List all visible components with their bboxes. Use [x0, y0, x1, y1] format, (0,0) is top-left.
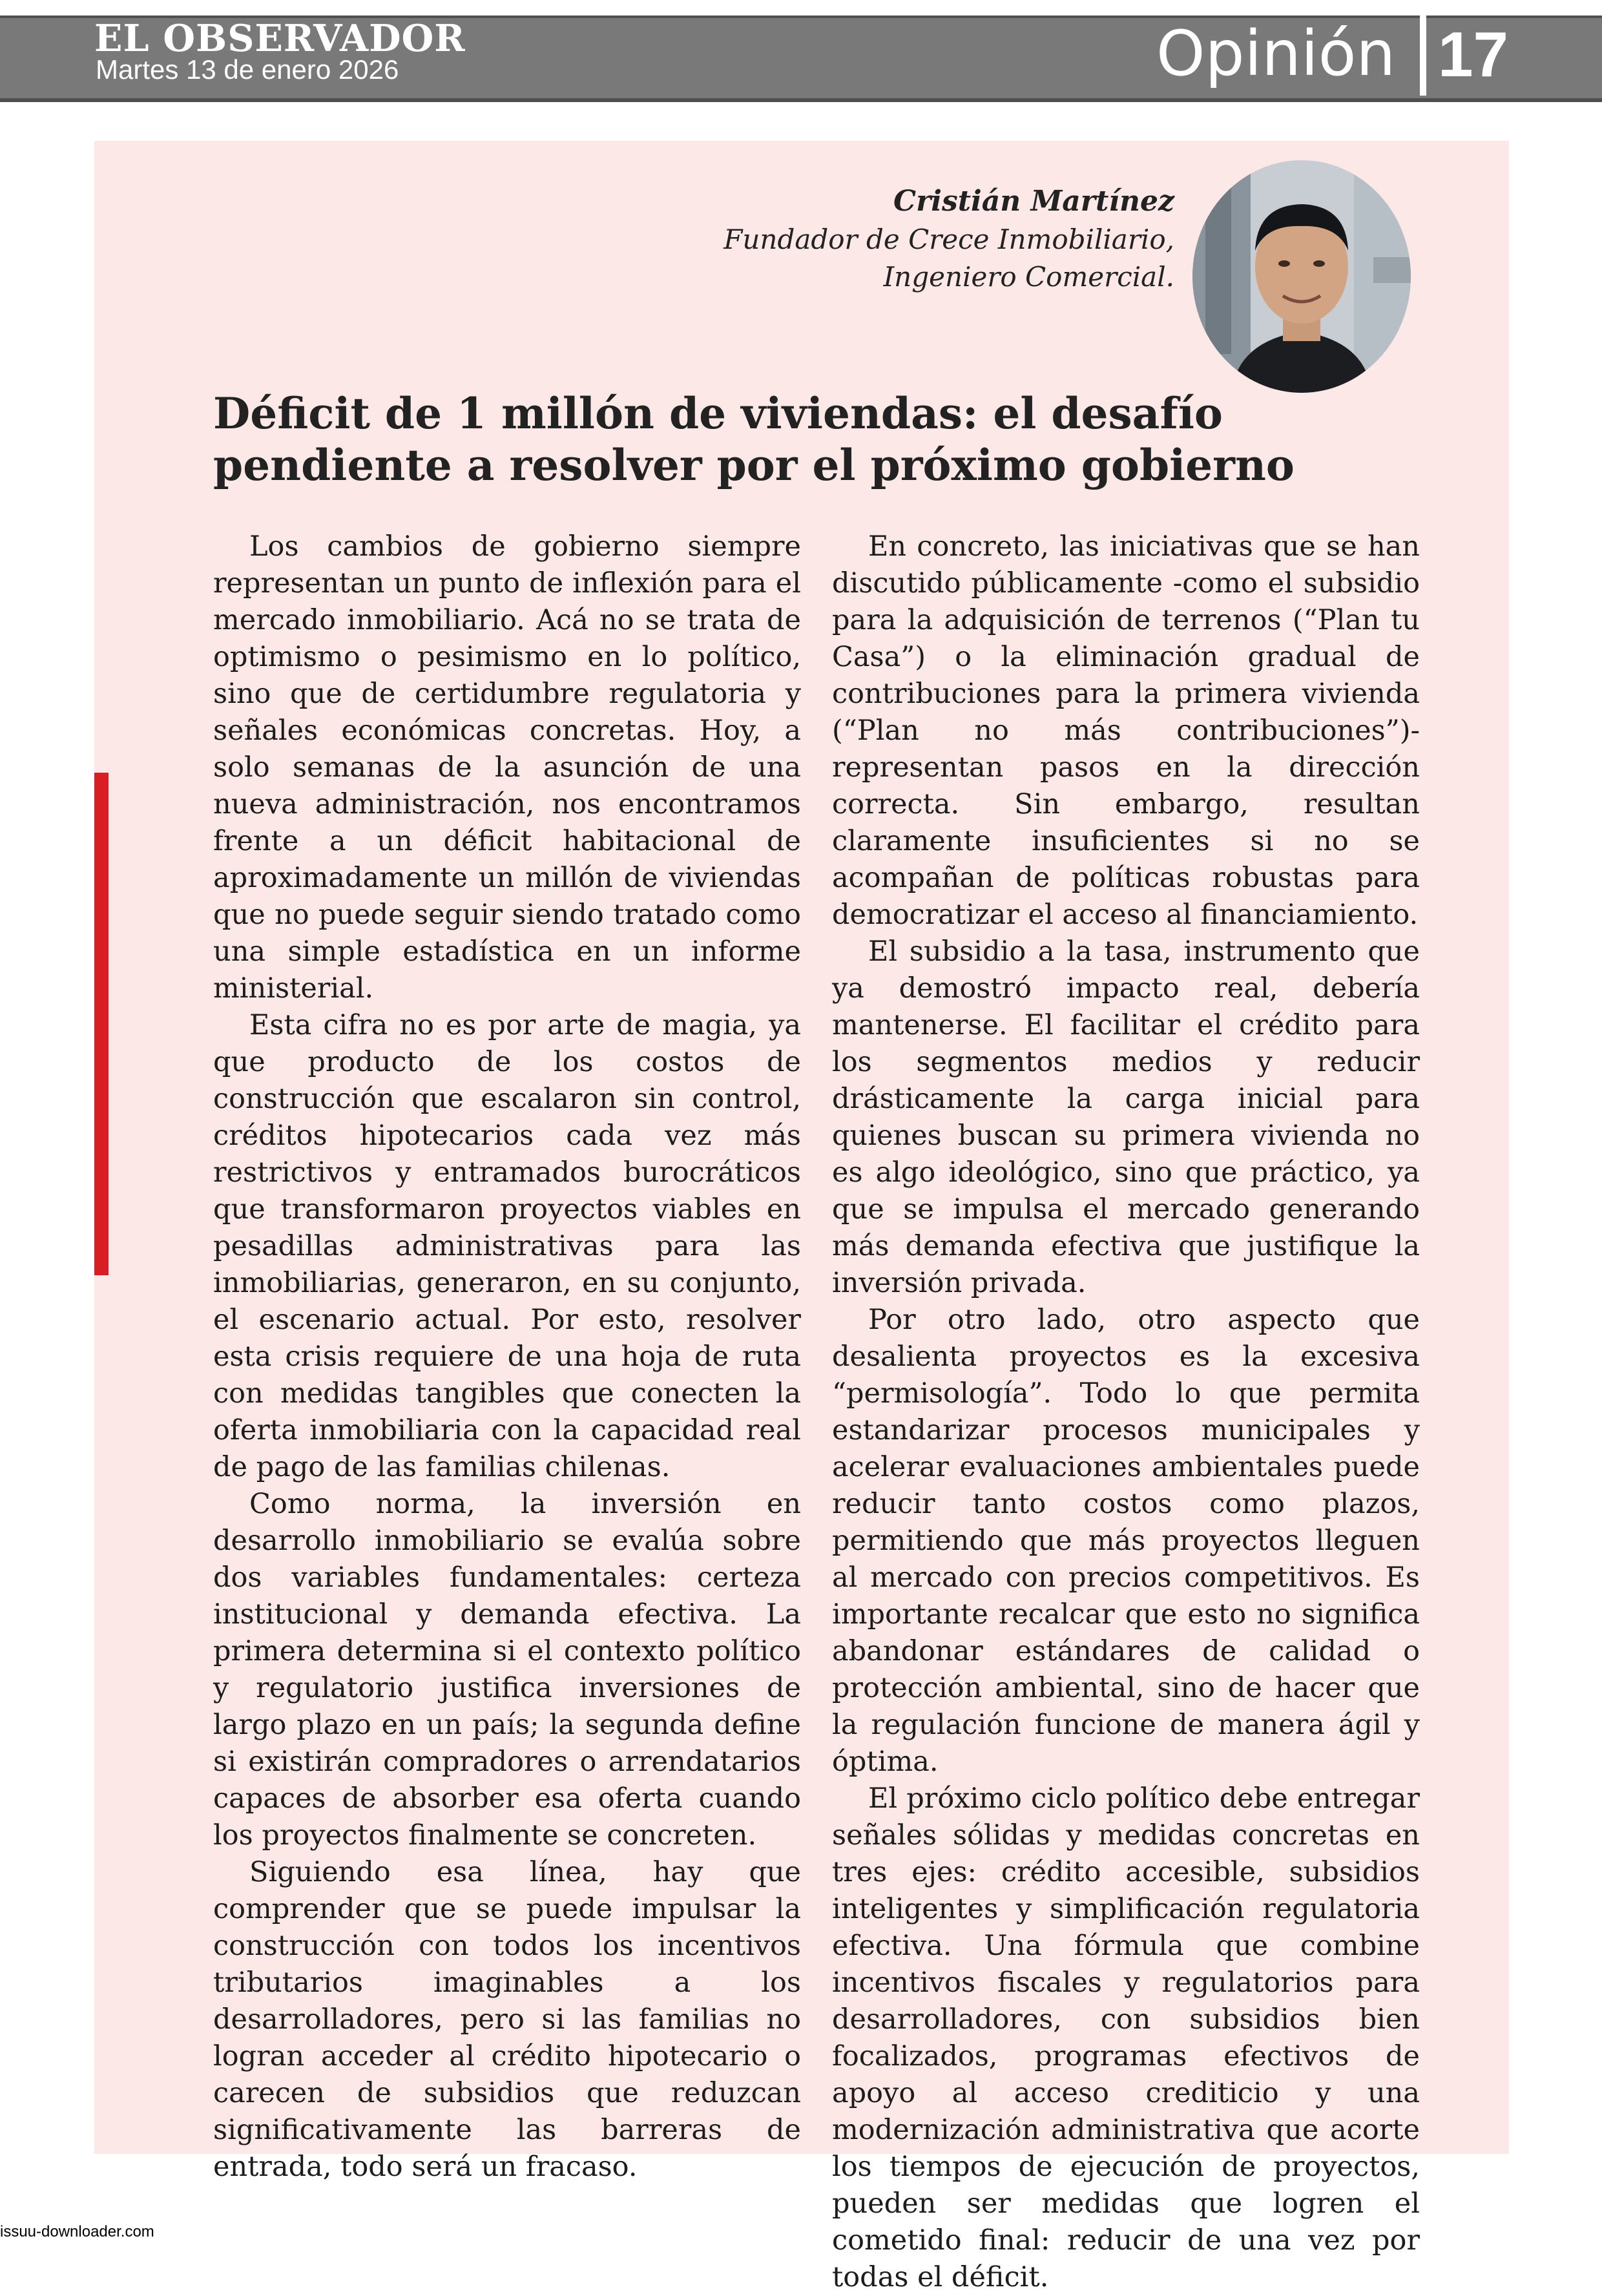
paragraph: Siguiendo esa línea, hay que comprender que se puede impulsar la construcción con todos los incentivos tributarios imaginables a los desarrolladores, pero si las familias no logran acceder al crédito hipotecario o carecen de subsidios que reduzcan significativamente las barreras de entrada, todo será un fracaso.: [213, 1856, 801, 2183]
author-name: Cristián Martínez: [893, 185, 1174, 218]
paragraph: Como norma, la inversión en desarrollo inmobiliario se evalúa sobre dos variables fundamentales: certeza institucional y demanda efectiva. La primera determina si el contexto político y regulatorio justifica inversiones de largo plazo en un país; la segunda define si existirán compradores o arrendatarios capaces de absorber esa oferta cuando los proyectos finalmente se concreten.: [213, 1488, 801, 1852]
paragraph: El próximo ciclo político debe entregar señales sólidas y medidas concretas en tres ejes: crédito accesible, subsidios inteligentes y simplificación regulatoria efectiva. Una fórmula que combine incentivos fiscales y regulatorios para desarrolladores, con subsidios bien focalizados, programas efectivos de apoyo al acceso crediticio y una modernización administrativa que acorte los tiempos de ejecución de proyectos, pueden ser medidas que logren el cometido final: reducir de una vez por todas el déficit.: [832, 1782, 1420, 2293]
author-photo: [1192, 160, 1411, 393]
headline-line-2: pendiente a resolver por el próximo gobierno: [213, 440, 1295, 490]
section-label: Opinión: [1156, 17, 1396, 90]
newspaper-name: EL OBSERVADOR: [94, 17, 466, 60]
paragraph: El subsidio a la tasa, instrumento que ya demostró impacto real, debería mantenerse. El facilitar el crédito para los segmentos medios y reducir drásticamente la carga inicial para quienes buscan su primera vivienda no es algo ideológico, sino que práctico, ya que se impulsa el mercado generando más demanda efectiva que justifique la inversión privada.: [832, 935, 1420, 1299]
paragraph: Los cambios de gobierno siempre representan un punto de inflexión para el mercado inmobiliario. Acá no se trata de optimismo o pesimismo en lo político, sino que de certidumbre regulatoria y señales económicas concretas. Hoy, a solo semanas de la asunción de una nueva administración, nos encontramos frente a un déficit habitacional de aproximadamente un millón de viviendas que no puede seguir siendo tratado como una simple estadística en un informe ministerial.: [213, 530, 801, 1005]
headline-line-1: Déficit de 1 millón de viviendas: el desafío: [213, 388, 1223, 439]
article-headline: [213, 388, 1311, 491]
header-divider: [1420, 16, 1426, 96]
issue-date: Martes 13 de enero 2026: [96, 54, 399, 85]
author-role-line1: Fundador de Crece Inmobiliario,: [723, 224, 1174, 255]
paragraph: Por otro lado, otro aspecto que desalienta proyectos es la excesiva “permisología”. Todo lo que permita estandarizar procesos municipales y acelerar evaluaciones ambientales puede reducir tanto costos como plazos, permitiendo que más proyectos lleguen al mercado con precios competitivos. Es importante recalcar que esto no significa abandonar estándares de calidad o protección ambiental, sino de hacer que la regulación funcione de manera ágil y óptima.: [832, 1304, 1420, 1778]
source-credit: issuu-downloader.com: [0, 2223, 154, 2240]
author-portrait-image: [1192, 160, 1411, 393]
author-byline: [723, 182, 1174, 296]
author-role-line2: Ingeniero Comercial.: [883, 261, 1174, 293]
article-column-right: [832, 528, 1420, 2296]
paragraph: Esta cifra no es por arte de magia, ya que producto de los costos de construcción que escalaron sin control, créditos hipotecarios cada vez más restrictivos y entramados burocráticos que transformaron proyectos viables en pesadillas administrativas para las inmobiliarias, generaron, en su conjunto, el escenario actual. Por esto, resolver esta crisis requiere de una hoja de ruta con medidas tangibles que conecten la oferta inmobiliaria con la capacidad real de pago de las familias chilenas.: [213, 1009, 801, 1483]
accent-bar: [94, 773, 109, 1275]
paragraph: En concreto, las iniciativas que se han discutido públicamente -como el subsidio para la adquisición de terrenos (“Plan tu Casa”) o la eliminación gradual de contribuciones para la primera vivienda (“Plan no más contribuciones”)- representan pasos en la dirección correcta. Sin embargo, resultan claramente insuficientes si no se acompañan de políticas robustas para democratizar el acceso al financiamiento.: [832, 530, 1420, 931]
article-column-left: [213, 528, 801, 2186]
page-number: 17: [1438, 19, 1509, 90]
